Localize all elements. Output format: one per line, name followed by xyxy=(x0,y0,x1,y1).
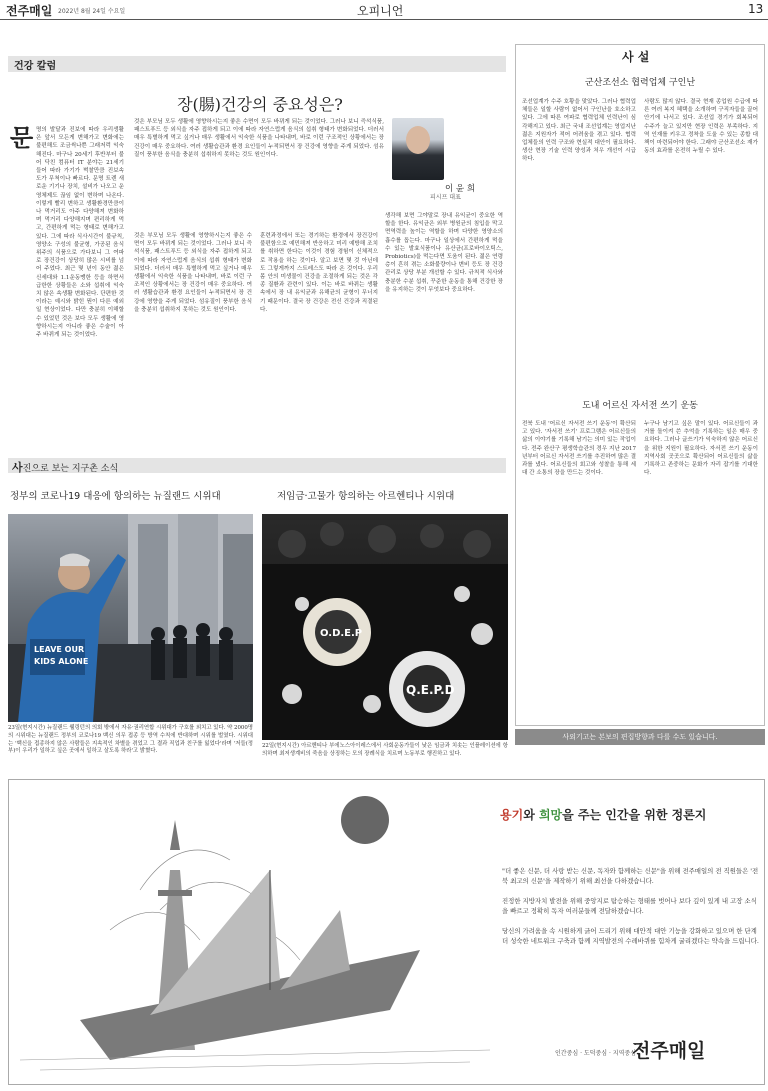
health-column-text-3: 훈련과정에서 또는 경기하는 환경에서 장건강이 불편함으로 예민해져 반응하고 미리 예방해 조치를 취하면 한다는 이것이 경험 경험이 신체적으로 작용을 하는 것이다. 알고 보면 몇 것 아닌데 도 그렇게까지 스트레스도 따라 온 것이다. 우리 몸 안의 미생물이 건강을 조절하게 되는 것은 각종 질환과 관련이 있다. 이는 바로 바뀌는 생활 속에서 장 내 유익균과 유해균의 균형이 무너지기 때문이다. 결국 장 건강은 전신 건강과 직결된다. xyxy=(260,233,378,313)
page-number: 13 xyxy=(748,2,764,16)
author-title: 피시프 대표 xyxy=(430,194,461,201)
photo-headline-1: 정부의 코로나19 대응에 항의하는 뉴질랜드 시위대 xyxy=(10,491,221,502)
ad-title-rest: 을 주는 인간을 위한 정론지 xyxy=(562,808,707,822)
author-name: 이 윤 희 xyxy=(445,184,476,194)
editorial-title-2: 도내 어르신 자서전 쓰기 운동 xyxy=(582,401,698,411)
editorial-title-1: 군산조선소 협력업체 구인난 xyxy=(584,78,696,88)
editorial-2-text-2: 누구나 남기고 싶은 말이 있다. 어르신들이 과거를 돌이켜 쓴 추억을 기록하는 일은 매우 중요하다. 그러나 글쓰기가 익숙하지 않은 어르신을 위한 지원이 필요하다. 자서전 쓰기 운동이 지역사회 곳곳으로 확산되어 어르신들의 삶을 기록하고 존중하는 문화가 자리 잡기를 기대한다. xyxy=(644,421,758,477)
photo-2-illustration xyxy=(262,514,508,740)
photo-1-illustration xyxy=(8,514,253,722)
health-column-text-1: 명의 발달과 진보에 따라 우리생활은 앞서 모든게 변해가고 변화에는 불편해도 조금씩나쁜 그래저럭 익숙해진다. 마구나 20세기 후반부터 불어 닥친 컴퓨터 IT 분야는 21세기 들어 따라 가기가 벅찰만큼 진보속도가 무척이나 빠르다. 문명 트렌 새로운 기기나 장치, 설비가 나오고 운영체제도 끊임 없이 변하며 나온다. 이렇게 빨리 변하고 생활환경만큼이나 먹거리도 아주 다양해져 변화하며 먹거리 다양해지며 편리하게 먹고, 간편하게 먹는 형태로 변해가고 있다. 그에 따라 식사시간이 불규칙, 영양소 구성의 불균형, 가공된 음식 위주의 식품으로 가다보니 그 여파로 장건강이 상당히 많은 시비를 넘어 주었다. 최근 몇 년이 동안 젊은 신세대와 1.1운동맹한 등을 하면서 급한한 상황들은 소와 섭취에 익숙치 않은 속생활 변화된다. 단편한 것이라는 예시와 밝힌 뭔이 다른 예외일 현상이었다. 다만 충분히 이해할 수 있었던 것은 보다 모두 생활에 영향하시는지 아니라 좋은 수술이 아주 바뀌게 되는 것이었다. xyxy=(36,127,124,339)
drop-cap: 문 xyxy=(10,123,34,152)
author-portrait xyxy=(392,118,444,180)
health-column-title: 장(腸)건강의 중요성은? xyxy=(177,95,343,114)
ad-body xyxy=(502,866,762,946)
protest-sign-text-2: KIDS ALONE xyxy=(34,657,89,666)
editorial-1-text-2: 사람도 많지 않다. 결국 현재 종업원 수급에 따른 여러 복지 혜택을 소개하며 구직자들을 끌어 안기에 나서고 있다. 조선업 경기가 회복되어 수주가 늘고 있지만 현장 인력은 부족하다. 지역 인재를 키우고 정착을 도울 수 있는 종합 대책이 마련되어야 한다. 그래야 군산조선소 재가동의 효과를 온전히 누릴 수 있다. xyxy=(644,99,758,155)
health-column-bar xyxy=(8,56,506,72)
masthead: 전주매일 xyxy=(6,4,53,18)
ad-footer-slogan: 인간중심 · 도덕중심 · 지역중심 xyxy=(555,1050,636,1057)
ad-title-and: 와 xyxy=(523,808,539,822)
ad-paragraph-3: 당신의 가려움을 속 시원하게 긁어 드리기 위해 대안적 대안 기능을 강화하고 있으며 한 단계 더 성숙한 네트워크 구축과 함께 지역발전의 수레바퀴를 힘차게 굴리겠다는 약속을 드립니다. xyxy=(502,927,759,945)
editorial-footer: 사외기고는 본보의 편집방향과 다를 수도 있습니다. xyxy=(515,729,765,745)
editorial-1-text-1: 조선업계가 수주 호황을 맞았다. 그러나 협력업체들은 일할 사람이 없어서 구인난을 호소하고 있다. 그에 따른 여파로 협력업체 인력난이 심각해지고 있다. 최근 국내 조선업계는 영업지난 젊은 지원자가 적어 어려움을 겪고 있다. 협력업체들의 인력 구조와 현실적 대안이 필요하다. 생산 현장 기술 인력 양성과 처우 개선이 시급하다. xyxy=(522,99,636,163)
ad-paragraph-1: "더 좋은 신문, 더 사랑 받는 신문, 독자와 함께하는 신문"을 위해 전주매일의 전 직원들은 '전북 최고의 신문'을 제작하기 위해 최선을 다하겠습니다. xyxy=(502,867,759,885)
photo-argentina-protest xyxy=(262,514,508,740)
health-column-label: 건강 칼럼 xyxy=(14,61,57,72)
wreath-text-2: Q.E.P.D xyxy=(406,683,455,697)
ad-paragraph-2: 진정한 지방자치 발전을 위해 중앙지로 탐승하는 형태를 벗어나 보다 깊이 있게 내 고장 소식을 빠르고 정확히 독자 여러분들께 전달하겠습니다. xyxy=(502,897,757,915)
photo-news-label xyxy=(12,459,118,475)
health-column-text-intro: 것은 부모님 모두 생활에 영향하시는지 좋은 수면이 모두 바뀌게 되는 것이었다. 그러나 보니 즉석식품, 패스트푸드 등 외식을 자주 접하게 되고 이에 따라 자연스럽게 음식의 섭취 형태가 변화되었다. 더러서 매우 특별하게 먹고 싶거나 매우 생활에서 익숙한 식품을 나타내며, 바로 이런 구조적인 상황에서는 장 건강이 매우 중요하다. 여러 생활습관과 환경 요인들이 누적되면서 장 건강에 영향을 주게 되었다. 섬유질이 풍부한 음식을 충분히 섭취하지 못하는 것도 원인이다. xyxy=(134,119,384,158)
health-column-text-2: 것은 부모님 모두 생활에 영향하시는지 좋은 수면이 모두 바뀌게 되는 것이었다. 그러나 보니 즉석식품, 패스트푸드 등 외식을 자주 접하게 되고 이에 따라 자연스럽게 음식의 섭취 형태가 변화되었다. 더러서 매우 특별하게 먹고 싶거나 매우 생활에서 익숙한 식품을 나타내며, 바로 이런 구조적인 상황에서는 장 건강이 매우 중요하다. 여러 생활습관과 환경 요인들이 누적되면서 장 건강에 영향을 주게 되었다. 섬유질이 풍부한 음식을 충분히 섭취하지 못하는 것도 원인이다. xyxy=(134,233,252,313)
ad-footer-logo: 전주매일 xyxy=(632,1040,706,1062)
health-column-text-4: 생각해 보면 그야말로 장내 유익균이 중요한 역할을 한다. 유익균은 외부 병원균의 침입을 막고 면역력을 높이는 역할을 하며 다양한 영양소의 흡수를 돕는다. 마구나 일상에서 간편하게 먹을 수 있는 발효식품이나 유산균(프로바이오틱스, Probiotics)을 먹는다면 도움이 된다. 젊은 연령층이 흔히 겪는 소화불량이나 변비 등도 장 건강 관리로 상당 부분 개선할 수 있다. 규칙적 식사와 충분한 수분 섭취, 꾸준한 운동을 통해 건강한 장을 유지하는 것이 무엇보다 중요하다. xyxy=(385,213,503,293)
ad-illustration xyxy=(20,790,490,1080)
editorial-label: 사 설 xyxy=(622,50,650,64)
editorial-2-text-1: 전북 도내 '어르신 자서전 쓰기 운동'이 확산되고 있다. '자서전 쓰기' 프로그램은 어르신들의 삶의 이야기를 기록해 남기는 의미 있는 작업이다. 전주 완산구 평생학습관의 경우 지난 2017년부터 어르신 자서전 쓰기를 추진하여 많은 결과를 냈다. 어르신들의 회고와 성찰을 통해 세대 간 소통의 장을 만드는 것이다. xyxy=(522,421,636,477)
ad-title-hope: 희망 xyxy=(538,808,563,822)
wreath-text-1: O.D.E.P xyxy=(320,628,363,639)
photo-new-zealand-protest xyxy=(8,514,253,722)
ad-title xyxy=(500,806,706,823)
section-title: 오피니언 xyxy=(357,4,404,18)
photo-caption-1: 23일(현지시간) 뉴질랜드 웰링턴의 의회 밖에서 자유·권리연합 시위대가 구호를 외치고 있다. 약 2000명의 시위대는 뉴질랜드 정부의 코로나19 백신 의무 접종 등 방역 수칙에 반대하며 시위를 벌였다. 시위대는 '백신을 접종하지 않은 사람들은 지속적인 차별을 겪었고 그 결과 직업과 친구를 잃었다'라며 '저들(정부)이 우리가 일하고 싶은 곳에서 일하고 살도록 하라'고 밝혔다. xyxy=(8,725,253,755)
photo-news-label-big: 사 xyxy=(12,461,23,474)
photo-caption-2: 22일(현지시간) 아르헨티나 부에노스아이레스에서 사회운동가들이 낮은 임금과 치솟는 인플레이션에 항의하며 최저생계비의 죽음을 상징하는 모의 장례식을 치르며 노동부로 행진하고 있다. xyxy=(262,743,508,757)
photo-news-label-rest: 진으로 보는 지구촌 소식 xyxy=(22,464,119,474)
ad-title-courage: 용기 xyxy=(500,808,524,822)
dateline: 2022년 8월 24일 수요일 xyxy=(58,8,126,15)
moon-shape xyxy=(341,796,389,844)
protest-sign-text: LEAVE OUR xyxy=(34,645,85,654)
photo-headline-2: 저임금·고물가 항의하는 아르헨티나 시위대 xyxy=(277,491,455,502)
